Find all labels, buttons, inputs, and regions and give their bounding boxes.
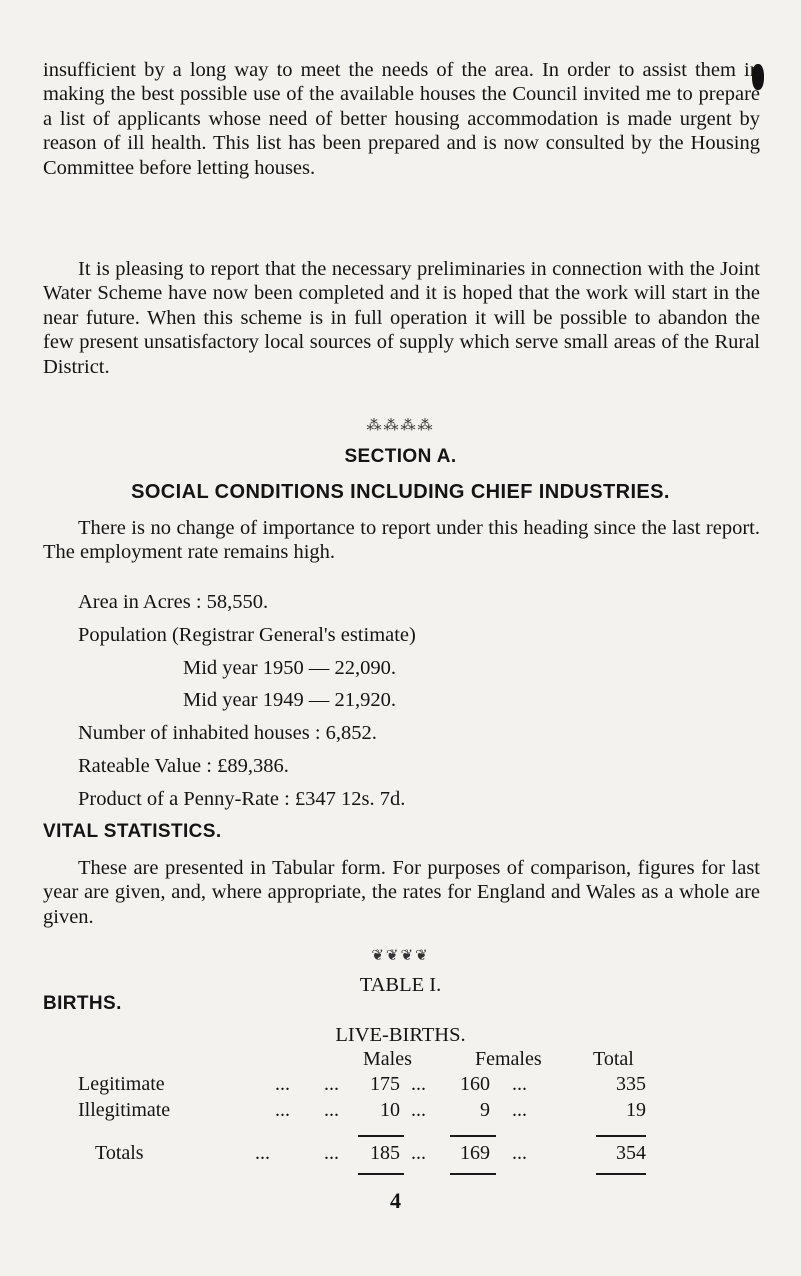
leader-dots: ... xyxy=(275,1073,290,1095)
table-subtitle: LIVE-BIRTHS. xyxy=(335,1024,466,1046)
leader-dots: ... xyxy=(411,1142,426,1164)
vital-statistics-heading: VITAL STATISTICS. xyxy=(43,821,222,842)
stat-mid-1950: Mid year 1950 — 22,090. xyxy=(183,657,396,679)
cell-males: 175 xyxy=(370,1073,400,1095)
bottom-rule-males xyxy=(358,1173,404,1175)
leader-dots: ... xyxy=(411,1099,426,1121)
paragraph-housing: insufficient by a long way to meet the needs of the area. In order to assist them in making the best possible use of the available houses the Council invited me to prepare a list of applicants whose need of better housing accommodation is made urgent by reason of ill health. This list has been prepared and is now consulted by the Housing Committee before letting houses. xyxy=(43,59,760,179)
total-rule-females xyxy=(450,1135,496,1137)
section-heading: SOCIAL CONDITIONS INCLUDING CHIEF INDUSTRIES. xyxy=(131,481,670,503)
cell-total: 335 xyxy=(616,1073,646,1095)
column-header-total: Total xyxy=(593,1048,634,1070)
cell-total: 19 xyxy=(626,1099,646,1121)
column-header-males: Males xyxy=(363,1048,412,1070)
cell-males: 10 xyxy=(380,1099,400,1121)
paragraph-water-scheme: It is pleasing to report that the necessary preliminaries in connection with the Joint Water Scheme have now been completed and it is hoped that the work will start in the near future. When this scheme is in full operation it will be possible to abandon the few present unsatisfactory local sources of supply which serve small areas of the Rural District. xyxy=(43,258,760,378)
leader-dots: ... xyxy=(512,1142,527,1164)
total-rule-total xyxy=(596,1135,646,1137)
stat-rateable-value: Rateable Value : £89,386. xyxy=(78,755,289,777)
cell-females: 160 xyxy=(460,1073,490,1095)
stat-population: Population (Registrar General's estimate) xyxy=(78,624,416,646)
total-males: 185 xyxy=(370,1142,400,1164)
section-title: SECTION A. xyxy=(344,446,457,467)
leader-dots: ... xyxy=(324,1073,339,1095)
paragraph-vital-statistics: These are presented in Tabular form. For purposes of comparison, figures for last year are given, and, where appropriate, the rates for England and Wales as a whole are given. xyxy=(43,857,760,928)
column-header-females: Females xyxy=(475,1048,542,1070)
ornament-divider-2: ❦❦❦❦ xyxy=(371,948,430,964)
leader-dots: ... xyxy=(411,1073,426,1095)
stat-penny-rate: Product of a Penny-Rate : £347 12s. 7d. xyxy=(78,788,406,810)
stat-houses: Number of inhabited houses : 6,852. xyxy=(78,722,377,744)
cell-females: 9 xyxy=(480,1099,490,1121)
total-females: 169 xyxy=(460,1142,490,1164)
row-label: Illegitimate xyxy=(78,1099,171,1121)
stat-area: Area in Acres : 58,550. xyxy=(78,591,269,613)
page-number: 4 xyxy=(390,1188,401,1213)
table-title: TABLE I. xyxy=(359,974,442,996)
total-rule-males xyxy=(358,1135,404,1137)
totals-label: Totals xyxy=(95,1142,144,1164)
stat-mid-1949: Mid year 1949 — 21,920. xyxy=(183,689,396,711)
leader-dots: ... xyxy=(512,1099,527,1121)
leader-dots: ... xyxy=(275,1099,290,1121)
bottom-rule-total xyxy=(596,1173,646,1175)
leader-dots: ... xyxy=(324,1099,339,1121)
ornament-divider: ⁂⁂⁂⁂ xyxy=(366,418,435,434)
row-label: Legitimate xyxy=(78,1073,165,1095)
total-total: 354 xyxy=(616,1142,646,1164)
leader-dots: ... xyxy=(324,1142,339,1164)
births-heading: BIRTHS. xyxy=(43,993,122,1014)
leader-dots: ... xyxy=(512,1073,527,1095)
leader-dots: ... xyxy=(255,1142,270,1164)
paragraph-social-conditions: There is no change of importance to report under this heading since the last report. The employment rate remains high. xyxy=(43,517,760,564)
bottom-rule-females xyxy=(450,1173,496,1175)
